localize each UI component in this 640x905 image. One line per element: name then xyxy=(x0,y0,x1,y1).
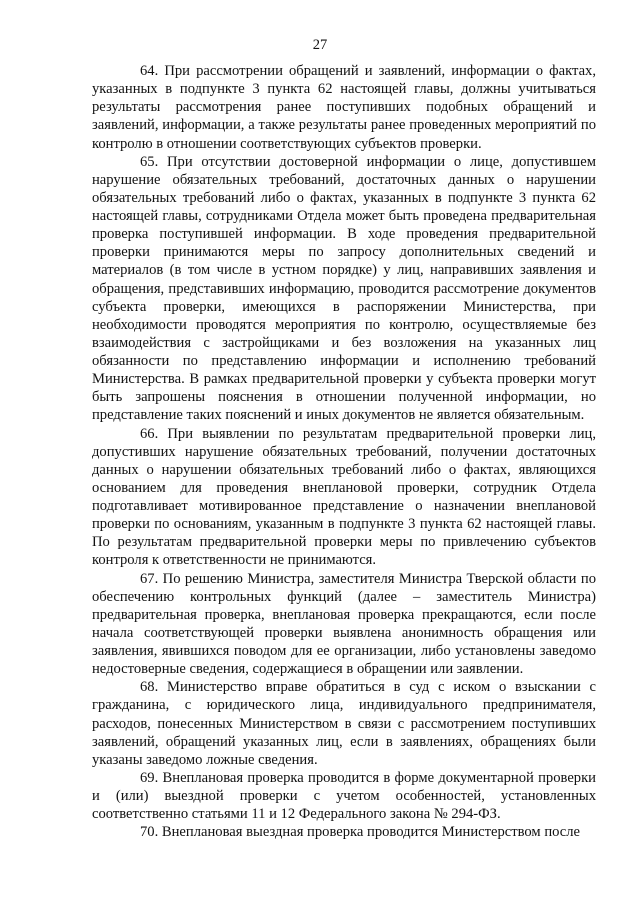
paragraph-70: 70. Внеплановая выездная проверка проводится Министерством после xyxy=(140,824,581,841)
document-body xyxy=(92,62,596,841)
paragraph-67: 67. По решению Министра, заместителя Министра Тверской области по обеспечению контрольных функций (далее – заместитель Министра) предварительная проверка, внеплановая проверка прекращаются, если после начала соответствующей проверки выявлена анонимность обращения или заявления, явившихся поводом для ее организации, либо установлены заведомо недостоверные сведения, содержащиеся в обращении или заявлении. xyxy=(92,570,596,678)
page-number: 27 xyxy=(312,37,328,53)
paragraph-68: 68. Министерство вправе обратиться в суд с иском о взыскании с гражданина, с юридического лица, индивидуального предпринимателя, расходов, понесенных Министерством в связи с рассмотрением поступивших заявлений, обращений указанных лиц, если в заявлениях, обращениях были указаны заведомо ложные сведения. xyxy=(92,679,596,768)
paragraph-65: 65. При отсутствии достоверной информации о лице, допустившем нарушение обязательных требований, достаточных данных о нарушении обязательных требований либо о фактах, указанных в подпункте 3 пункта 62 настоящей главы, сотрудниками Отдела может быть проведена предварительная проверка поступившей информации. В ходе проведения предварительной проверки принимаются меры по запросу дополнительных сведений и материалов (в том числе в устном порядке) у лиц, направивших заявления и обращения, представивших информацию, проводится рассмотрение документов субъекта проверки, имеющихся в распоряжении Министерства, при необходимости проводятся мероприятия по контролю, осуществляемые без взаимодействия с застройщиками и без возложения на указанных лиц обязанности по представлению информации и исполнению требований Министерства. В рамках предварительной проверки у субъекта проверки могут быть запрошены пояснения в отношении полученной информации, но представление таких пояснений и иных документов не является обязательным. xyxy=(92,153,596,424)
paragraph-69: 69. Внеплановая проверка проводится в форме документарной проверки и (или) выездной проверки с учетом особенностей, установленных соответственно статьями 11 и 12 Федерального закона № 294-ФЗ. xyxy=(92,769,596,823)
paragraph-64: 64. При рассмотрении обращений и заявлений, информации о фактах, указанных в подпункте 3 пункта 62 настоящей главы, должны учитываться результаты рассмотрения ранее поступивших подобных обращений и заявлений, информации, а также результаты ранее проведенных мероприятий по контролю в отношении соответствующих субъектов проверки. xyxy=(92,63,596,152)
paragraph-66: 66. При выявлении по результатам предварительной проверки лиц, допустивших нарушение обязательных требований, получении достаточных данных о нарушении обязательных требований либо о фактах, являющихся основанием для проведения внеплановой проверки, сотрудник Отдела подготавливает мотивированное представление о назначении внеплановой проверки по основаниям, указанным в подпункте 3 пункта 62 настоящей главы. По результатам предварительной проверки меры по привлечению субъектов контроля к ответственности не принимаются. xyxy=(92,425,596,569)
